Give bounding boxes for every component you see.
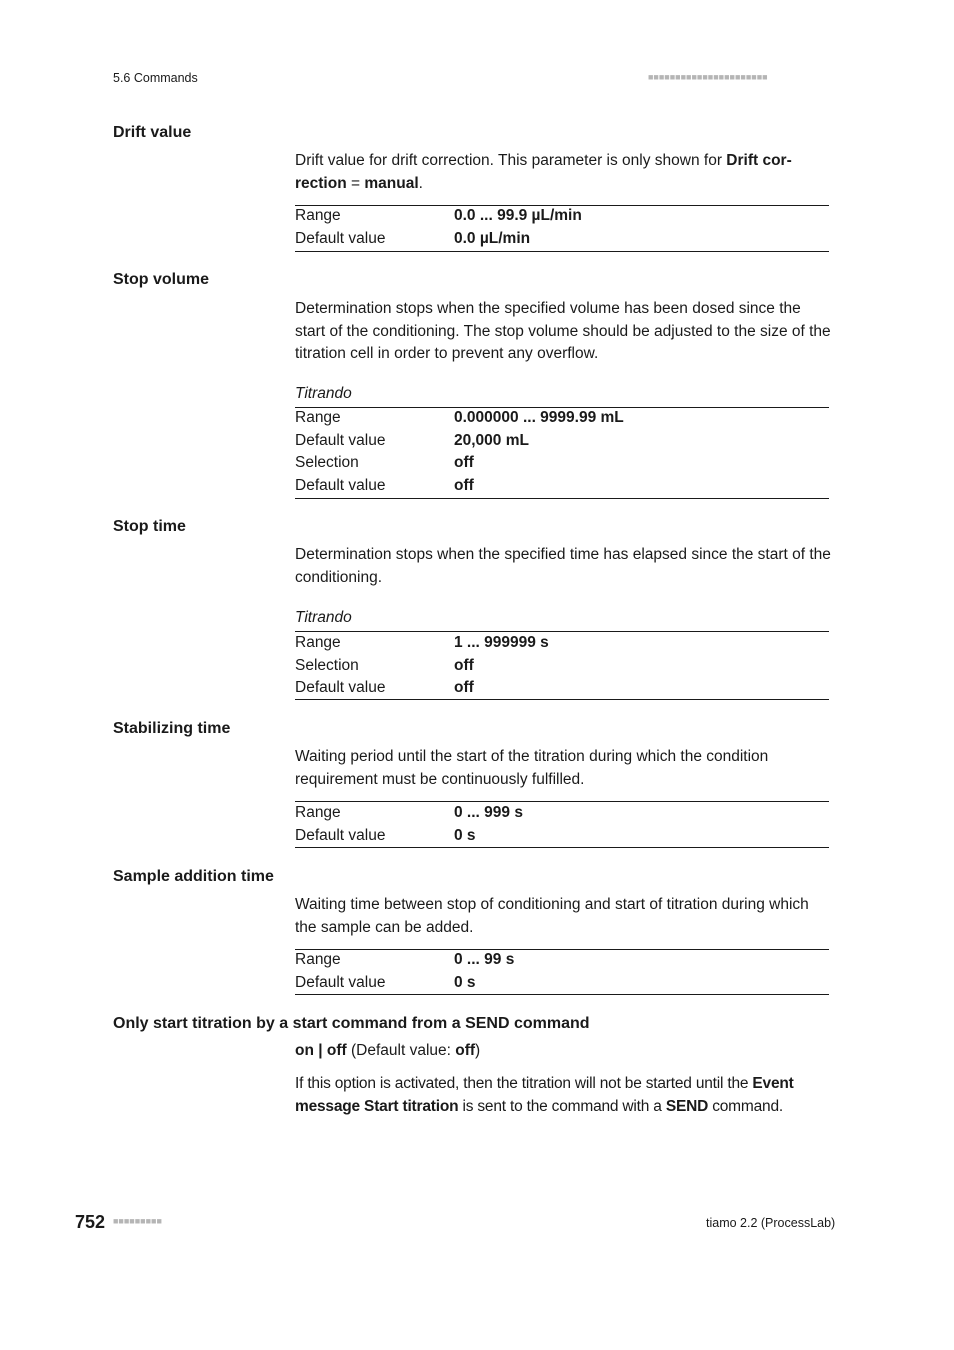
heading-drift-value: Drift value [113, 124, 192, 141]
sample-addition-time-description: Waiting time between stop of conditioning and start of titration during which the sample can be added. [295, 896, 809, 936]
table-row: Range 0.000000 ... 9999.99 mL [295, 409, 624, 426]
table-row: Selection off [295, 454, 474, 472]
stop-volume-table [295, 407, 829, 497]
stabilizing-time-table [295, 802, 829, 847]
stop-volume-description: Determination stops when the specified volume has been dosed since the start of the conditioning. The stop volume should be adjusted to the size of the titration cell in order to prevent any overflow. [295, 300, 831, 362]
stop-time-description: Determination stops when the specified time has elapsed since the start of the conditioning. [295, 546, 831, 586]
table-row: Default value off [295, 476, 474, 494]
table-row: Default value 0 s [295, 826, 476, 844]
table-row: Range 0.0 ... 99.9 µL/min [295, 207, 582, 224]
table-bottom-rule [295, 699, 829, 700]
table-bottom-rule [295, 251, 829, 252]
heading-sample-addition-time: Sample addition time [113, 868, 274, 885]
heading-send-start-option: Only start titration by a start command from a SEND command [113, 1015, 590, 1032]
table-bottom-rule [295, 847, 829, 848]
heading-stabilizing-time: Stabilizing time [113, 720, 231, 737]
running-header-dots: ■■■■■■■■■■■■■■■■■■■■■■ [648, 72, 768, 82]
table-row: Default value 20,000 mL [295, 431, 529, 449]
table-row: Range 0 ... 999 s [295, 804, 523, 821]
running-header-section: 5.6 Commands [113, 71, 198, 85]
stop-volume-device-caption: Titrando [295, 385, 352, 402]
footer-dots: ■■■■■■■■■ [113, 1216, 162, 1226]
drift-value-description: Drift value for drift correction. This parameter is only shown for Drift cor- rection = manual. [295, 152, 792, 192]
send-start-description: If this option is activated, then the titration will not be started until the Event message Start titration is sent to the command with a SEND command. [295, 1075, 794, 1115]
heading-stop-volume: Stop volume [113, 271, 210, 288]
send-start-option-values: on | off (Default value: off) [295, 1042, 481, 1059]
heading-stop-time: Stop time [113, 518, 186, 535]
footer-product-name: tiamo 2.2 (ProcessLab) [706, 1216, 836, 1230]
table-row: Default value 0.0 µL/min [295, 229, 531, 247]
table-row: Selection off [295, 656, 474, 674]
page-number: 752 [75, 1212, 106, 1232]
sample-addition-time-table [295, 949, 829, 994]
stabilizing-time-description: Waiting period until the start of the titration during which the condition requirement must be continuously fulfilled. [295, 748, 769, 788]
table-row: Default value off [295, 679, 474, 697]
stop-time-table [295, 632, 829, 700]
table-bottom-rule [295, 498, 829, 499]
stop-time-device-caption: Titrando [295, 609, 352, 626]
table-row: Range 0 ... 99 s [295, 951, 515, 968]
drift-value-table [295, 205, 829, 250]
table-row: Range 1 ... 999999 s [295, 634, 549, 651]
table-bottom-rule [295, 994, 829, 995]
table-row: Default value 0 s [295, 973, 476, 991]
